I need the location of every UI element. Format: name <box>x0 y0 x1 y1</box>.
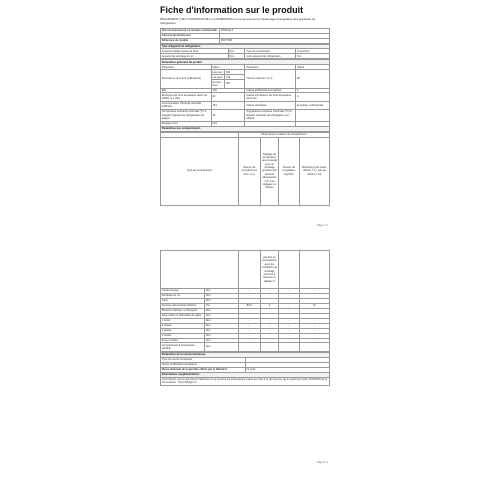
cell: Volume total (dm³ ou l) <box>245 70 296 88</box>
continued-header-text: pas être en contradiction avec les conditions de stockage prévues à l'annexe IV, tableau 3 <box>260 251 279 289</box>
cell: Oui <box>204 303 238 308</box>
table-row <box>161 38 330 43</box>
dimensions-label: Dimensions hors tout (millimètres) <box>161 70 212 88</box>
cell: - <box>279 318 299 323</box>
cell: - <box>260 298 279 303</box>
cell: - <box>238 293 260 298</box>
cell: - <box>260 289 279 294</box>
cell: Classe d'efficacité énergétique <box>245 88 296 93</box>
compartment-rows <box>161 289 330 352</box>
section-title-type: Type d'appareil de réfrigération <box>161 44 330 49</box>
cell: - <box>260 328 279 333</box>
cell: - <box>279 308 299 313</box>
cell: Émissions de bruit acoustique dans l'air (dB(A) re 1 pW) <box>161 93 212 101</box>
sheet-title: Fiche d'information sur le produit <box>160 5 304 15</box>
cell: - <box>299 308 329 313</box>
cell: 43 <box>211 93 245 101</box>
cell <box>279 251 299 289</box>
cell: Cave <box>161 298 205 303</box>
cell: 4 <box>260 303 279 308</box>
cell: Appareil de stockage du vin <box>161 54 229 59</box>
type-table <box>160 44 330 60</box>
cell: - <box>260 313 279 318</box>
regulation-intro: RÈGLEMENT (UE) N 2019/2016 DE LA COMMISSION en ce qui concerne l'étiquetage énergétique des appareils de réfrigération <box>160 16 316 25</box>
dimension-value: 667 <box>225 80 245 88</box>
cell: - <box>238 298 260 303</box>
cell <box>238 251 260 289</box>
cell: - <box>260 293 279 298</box>
address-label: Adresse du fournisseur <box>161 33 220 38</box>
table-row <box>161 377 330 385</box>
info-text: Lien Internet vers le site web du fabricant où se trouvent les informations visées au point 4 a) de l'annexe de du règlement (UE) 2019/2019 de la Commission : https://fridgex.fr/ <box>161 377 330 385</box>
header-cell: Paramètre <box>245 65 296 70</box>
cell: 2 étoiles <box>161 323 205 328</box>
document-page-1 <box>160 6 330 229</box>
cell: Compartiment à température variable <box>161 343 205 351</box>
cell: - <box>238 313 260 318</box>
cell: Oui <box>296 54 330 59</box>
table-row <box>161 54 330 59</box>
dimension-key: Pro-fon-deur <box>211 80 225 88</box>
cell: Température ambiante minimale (°C) à laquelle l'appareil de réfrigération est adapté <box>161 110 212 122</box>
cell: Consommation d'énergie annuelle (kWh/an) <box>161 101 212 109</box>
cell <box>296 110 330 122</box>
table-row <box>161 101 330 109</box>
winter-label: Réglage hiver <box>161 121 212 126</box>
cell: Type de construction <box>245 49 296 54</box>
cell: - <box>260 308 279 313</box>
cell: - <box>279 328 299 333</box>
cell: - <box>238 289 260 294</box>
dimension-key: Hau-teur <box>211 70 225 75</box>
section-header <box>161 126 330 131</box>
cell: 3 étoiles <box>161 328 205 333</box>
cell: - <box>279 338 299 343</box>
cell: Non <box>204 338 238 343</box>
header-cell: Paramètre <box>161 65 212 70</box>
model-label: Référence du modèle <box>161 38 220 43</box>
cell: Garde-manger <box>161 289 205 294</box>
compartment-group-header: Paramètres et valeurs de compartiment <box>238 132 329 137</box>
section-title-compartments: Paramètres des compartiments <box>161 126 330 131</box>
cell: 4 étoiles <box>161 333 205 338</box>
cell: - <box>279 289 299 294</box>
cell: - <box>238 318 260 323</box>
cell: C <box>296 93 330 101</box>
table-row <box>161 137 330 205</box>
cell: Sans étoile ou fabrication de glace <box>161 313 205 318</box>
cell: - <box>238 338 260 343</box>
cell: - <box>260 318 279 323</box>
header-cell: Type de compartiment <box>161 137 239 205</box>
supplier-label: Nom du fournisseur ou marque commerciale <box>161 28 220 33</box>
cell: 181 <box>211 101 245 109</box>
document-page-2 <box>160 250 330 466</box>
cell: Non <box>204 333 238 338</box>
cell: - <box>238 343 260 351</box>
section-title-light: Paramètres de la source lumineuse <box>161 352 330 357</box>
cell: - <box>299 343 329 351</box>
params-table <box>160 59 330 131</box>
page-number: Page 2 / 2 <box>317 461 328 464</box>
cell: - <box>299 333 329 338</box>
cell: Température ambiante maximale (°C) à laquelle l'appareil de réfrigération est adapté <box>245 110 296 122</box>
cell: Non <box>204 293 238 298</box>
warranty-label: Durée minimale de la garantie offerte par le fabricant: <box>161 367 246 372</box>
compartment-header-table <box>160 132 330 206</box>
cell: tempérée, subtropicale <box>296 101 330 109</box>
cell: - <box>299 338 329 343</box>
cell: IEE <box>161 88 212 93</box>
section-title-params: Paramètres généraux du produit <box>161 60 330 65</box>
cell: Denrées alimentaires fraîches <box>161 303 205 308</box>
cell: Non <box>204 298 238 303</box>
cell: Classe d'efficacité énergétique <box>161 362 246 367</box>
cell: - <box>279 333 299 338</box>
cell: Non <box>204 289 238 294</box>
dimension-value: 974 <box>225 75 245 80</box>
cell: - <box>260 323 279 328</box>
supplier-table <box>160 28 330 44</box>
cell: - <box>279 343 299 351</box>
winter-value: Non <box>211 121 245 126</box>
cell: Stockage du vin <box>161 293 205 298</box>
table-row <box>161 70 330 75</box>
cell: - <box>299 328 329 333</box>
cell: - <box>279 313 299 318</box>
cell: 1 étoile <box>161 318 205 323</box>
cell <box>299 251 329 289</box>
header-cell: Valeur <box>211 65 245 70</box>
cell: Non <box>228 54 245 59</box>
cell: Appareil à faible niveau de bruit <box>161 49 229 54</box>
cell: 16 <box>211 110 245 122</box>
cell: M <box>299 303 329 308</box>
dimension-key: Lar-geur <box>211 75 225 80</box>
cell: Non <box>204 313 238 318</box>
dimension-value: 841 <box>225 70 245 75</box>
cell: - <box>279 298 299 303</box>
header-cell: Pouvoir de congélation (kg/24h) <box>279 137 299 205</box>
cell: Non <box>204 318 238 323</box>
cell: - <box>279 323 299 328</box>
cell: - <box>238 328 260 333</box>
cell: Non <box>204 343 238 351</box>
cell: - <box>238 333 260 338</box>
cell: F <box>296 88 330 93</box>
cell: - <box>260 333 279 338</box>
cell: Luxes libre <box>296 49 330 54</box>
cell: Zone 2 étoiles <box>161 338 205 343</box>
cell <box>161 251 239 289</box>
supplier-value: FRIDGE-X <box>220 28 330 33</box>
cell: - <box>238 308 260 313</box>
cell: - <box>279 293 299 298</box>
header-cell: Defrosting type (auto-defrost = A, manual defrost = M) <box>299 137 329 205</box>
cell: - <box>279 303 299 308</box>
cell: Type de source lumineuse <box>161 357 246 362</box>
model-value: RCFT180 <box>220 38 330 43</box>
page-number: Page 1 / 2 <box>317 224 328 227</box>
warranty-value: 12 mois <box>245 367 330 372</box>
cell: - <box>299 293 329 298</box>
cell: - <box>260 338 279 343</box>
cell: - <box>299 318 329 323</box>
header-cell: Volume de compartiment (dm³ ou l) <box>238 137 260 205</box>
cell: 120 <box>211 88 245 93</box>
table-row <box>161 110 330 122</box>
cell: Non <box>228 49 245 54</box>
cell: - <box>299 289 329 294</box>
light-table <box>160 352 330 386</box>
cell: - <box>299 298 329 303</box>
cell: Boissons fraîches / prolongées <box>161 308 205 313</box>
table-row <box>161 251 330 289</box>
table-row <box>161 93 330 101</box>
cell: Non <box>204 323 238 328</box>
cell: 80.0 <box>238 303 260 308</box>
header-cell: Réglage de température recommandé pour un stockage optimisé des denrées alimentaires (°C) Ces réglages ne doivent <box>260 137 279 205</box>
section-title-info: Informations supplémentaires: <box>161 372 330 377</box>
cell: Autre appareil de réfrigération <box>245 54 296 59</box>
cell: - <box>260 343 279 351</box>
cell: 80 <box>296 70 330 88</box>
header-cell: Valeur <box>296 65 330 70</box>
cell: - <box>299 313 329 318</box>
cell: Classe d'émissions de bruit acoustique dans l'air <box>245 93 296 101</box>
cell: Non <box>204 308 238 313</box>
cell: - <box>238 323 260 328</box>
table-row <box>161 343 330 351</box>
cell: Classe climatique <box>245 101 296 109</box>
cell: Non <box>204 328 238 333</box>
compartment-table <box>160 250 330 352</box>
cell: - <box>299 323 329 328</box>
